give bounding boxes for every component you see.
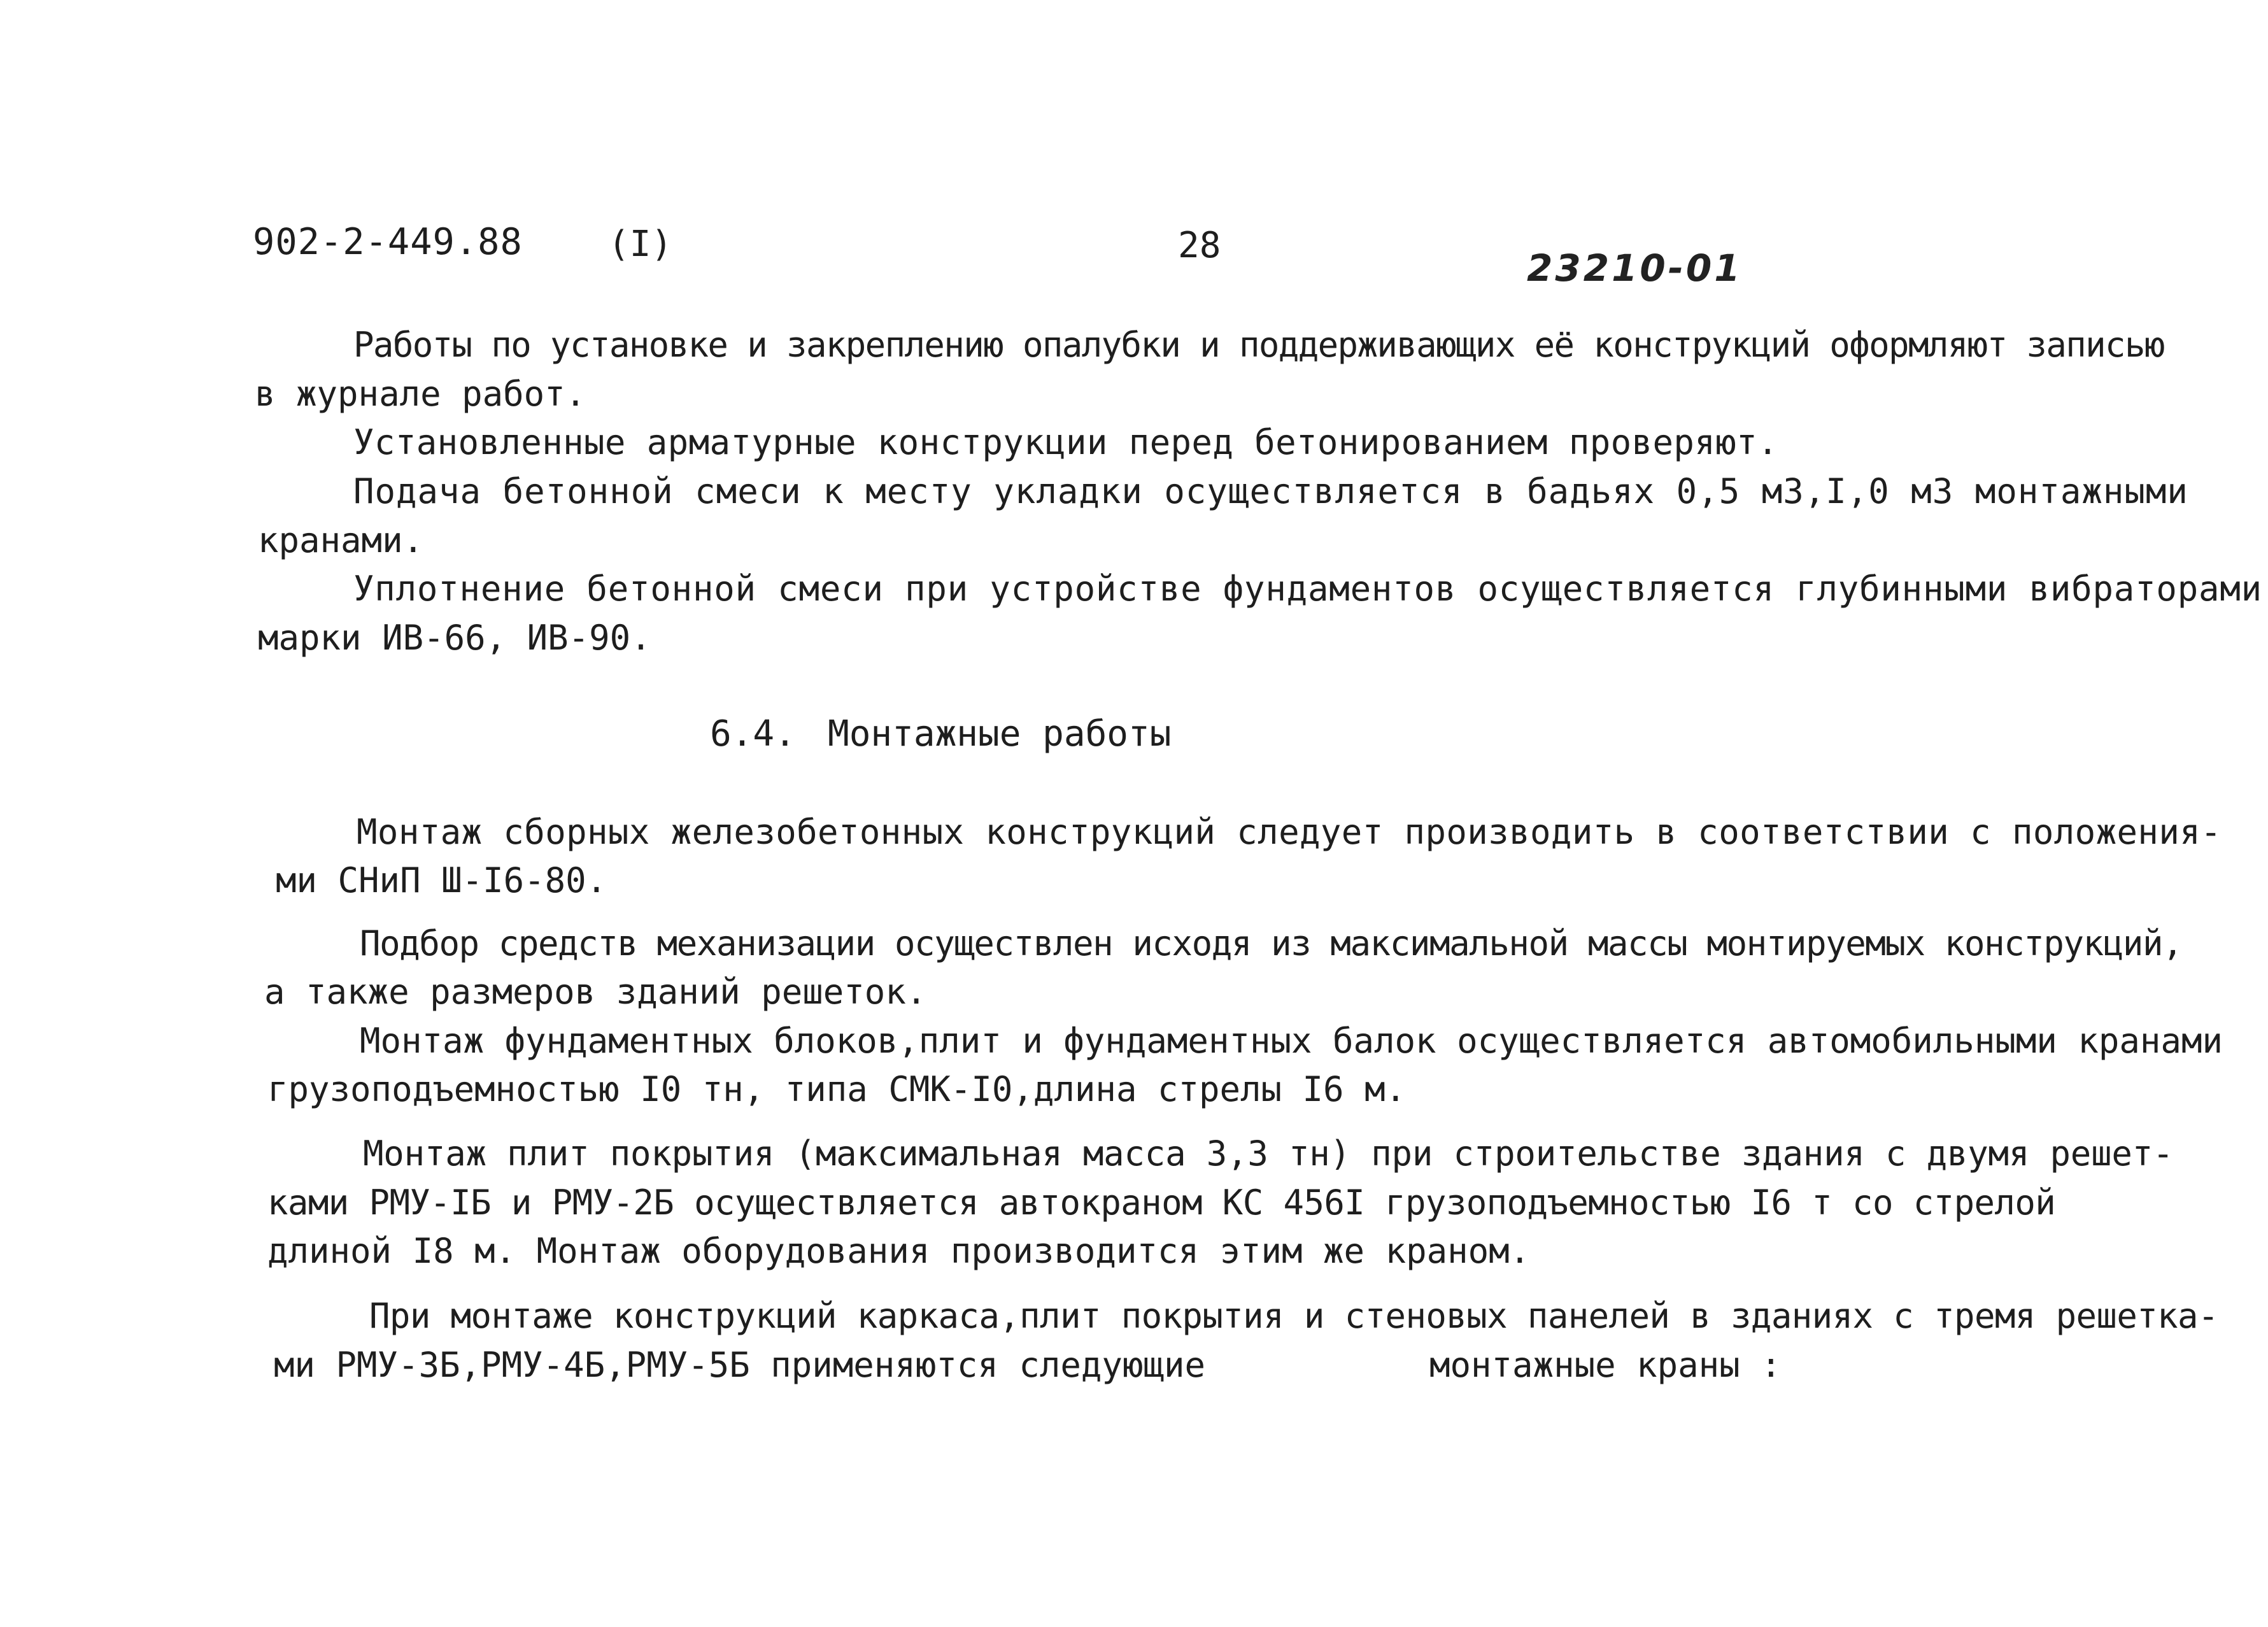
paragraph-line: Монтаж сборных железобетонных конструкций следует производить в соответствии с положения- [357,812,2222,852]
paragraph-line: кранами. [258,520,424,560]
paragraph-line: в журнале работ. [255,374,586,414]
paragraph-line: Монтаж плит покрытия (максимальная масса 3,3 тн) при строительстве здания с двумя решет- [363,1133,2174,1174]
section-number: 6.4. [710,713,796,755]
paragraph-line: Подача бетонной смеси к месту укладки осуществляется в бадьях 0,5 м3,I,0 м3 монтажными [353,471,2188,511]
paragraph-line: Монтаж фундаментных блоков,плит и фундаментных балок осуществляется автомобильными кранами [360,1021,2223,1061]
paragraph-line: Установленные арматурные конструкции перед бетонированием проверяют. [353,422,1778,462]
paragraph-line: длиной I8 м. Монтаж оборудования производится этим же краном. [267,1231,1531,1271]
paragraph-line: Работы по установке и закреплению опалубки и поддерживающих её конструкций оформляют записью [353,325,2164,365]
paragraph-line: марки ИВ-66, ИВ-90. [258,618,651,658]
paragraph-line: монтажные краны : [1429,1345,1782,1385]
paragraph-line: а также размеров зданий решеток. [264,972,927,1012]
page-number: 28 [1178,225,1221,266]
paragraph-line: При монтаже конструкций каркаса,плит покрытия и стеновых панелей в зданиях с тремя решетка- [369,1296,2218,1336]
document-part: (I) [608,224,673,265]
paragraph-line: грузоподъемностью I0 тн, типа СМК-I0,длина стрелы I6 м. [267,1069,1407,1109]
paragraph-line: ками РМУ-IБ и РМУ-2Б осуществляется автокраном КС 456I грузоподъемностью I6 т со стрелой [267,1183,2056,1223]
handwritten-archive-code: 23210-01 [1527,246,1743,290]
paragraph-line: Подбор средств механизации осуществлен исходя из максимальной массы монтируемых конструкций, [360,923,2183,963]
paragraph-line: Уплотнение бетонной смеси при устройстве фундаментов осуществляется глубинными вибраторами [353,569,2262,609]
paragraph-line: ми СНиП Ш-I6-80. [276,860,607,900]
paragraph-line: ми РМУ-3Б,РМУ-4Б,РМУ-5Б применяются следующие [274,1345,1205,1385]
section-title: Монтажные работы [828,713,1172,755]
document-code: 902-2-449.88 [253,221,523,263]
